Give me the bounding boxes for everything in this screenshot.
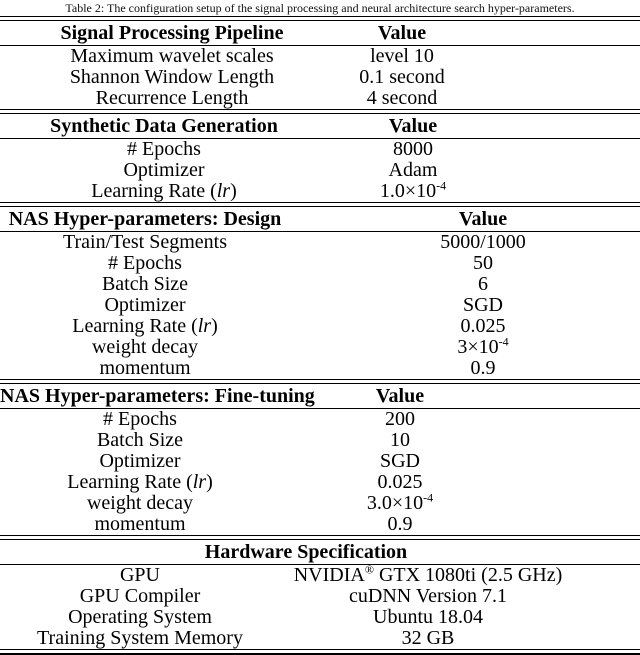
text-segment: ) <box>230 180 237 202</box>
text-segment: SGD <box>462 294 503 316</box>
param-value <box>290 232 640 253</box>
param-label <box>0 430 280 451</box>
section-header-label <box>0 207 290 231</box>
table-section-2 <box>0 109 640 202</box>
param-label <box>0 67 344 88</box>
param-value <box>280 562 576 586</box>
param-label <box>0 46 344 67</box>
param-value <box>344 67 460 88</box>
param-label <box>0 139 328 160</box>
text-segment: SGD <box>379 450 420 472</box>
italic-math-text: lr <box>216 180 231 202</box>
param-label <box>0 451 280 472</box>
param-row <box>0 253 640 274</box>
text-segment: 3×10 <box>457 336 499 358</box>
text-segment: cuDNN Version 7.1 <box>349 585 507 607</box>
text-segment: Optimizer <box>99 450 181 472</box>
param-row <box>0 139 640 160</box>
param-value <box>280 490 520 514</box>
text-segment: NVIDIA <box>293 564 365 586</box>
section-header-row <box>0 114 640 138</box>
text-segment: Batch Size <box>96 429 184 451</box>
text-segment: 1.0×10 <box>379 180 437 202</box>
text-segment: Hardware Specification <box>204 541 408 563</box>
section-value-header <box>280 384 520 408</box>
param-value <box>280 451 520 472</box>
section-header-label <box>0 384 315 408</box>
text-segment: Train/Test Segments <box>63 231 227 253</box>
section-header-row <box>0 207 640 231</box>
text-segment: 10 <box>390 429 410 451</box>
param-label <box>0 565 280 586</box>
param-row <box>0 232 640 253</box>
param-value <box>290 316 640 337</box>
text-segment: Recurrence Length <box>95 87 249 109</box>
text-segment: Value <box>458 208 508 230</box>
section-header-row <box>0 384 640 408</box>
param-label <box>0 628 280 649</box>
param-value <box>280 607 576 628</box>
text-segment: NAS Hyper-parameters: Fine-tuning <box>0 385 315 407</box>
param-row <box>0 46 640 67</box>
param-row <box>0 295 640 316</box>
text-segment: 0.025 <box>460 315 506 337</box>
text-segment: GPU Compiler <box>79 585 201 607</box>
text-segment: # Epochs <box>108 252 182 274</box>
text-segment: Learning Rate ( <box>91 180 217 202</box>
param-value <box>290 253 640 274</box>
param-value <box>280 628 576 649</box>
table-caption: Table 2: The configuration setup of the signal processing and neural architecture search hyper-parameters. <box>65 1 575 15</box>
param-row <box>0 514 640 535</box>
param-row <box>0 274 640 295</box>
text-segment: ) <box>206 471 213 493</box>
param-value <box>280 430 520 451</box>
text-segment: Maximum wavelet scales <box>70 45 274 67</box>
italic-math-text: lr <box>192 471 207 493</box>
text-segment: # Epochs <box>127 138 201 160</box>
param-value <box>280 409 520 430</box>
param-row <box>0 358 640 379</box>
param-value <box>328 178 498 202</box>
param-label <box>0 493 280 514</box>
text-segment: Shannon Window Length <box>69 66 275 88</box>
superscript-text: -4 <box>436 178 447 193</box>
param-row <box>0 430 640 451</box>
text-segment: Learning Rate ( <box>67 471 193 493</box>
text-segment: 6 <box>478 273 488 295</box>
text-segment: momentum <box>99 357 191 379</box>
param-label <box>0 472 280 493</box>
text-segment: weight decay <box>86 492 194 514</box>
text-segment: Ubuntu 18.04 <box>373 606 483 628</box>
param-value <box>328 139 498 160</box>
text-segment: 5000/1000 <box>440 231 526 253</box>
param-label <box>0 586 280 607</box>
param-value <box>290 295 640 316</box>
text-segment: GPU <box>119 564 160 586</box>
param-row <box>0 160 640 181</box>
text-segment: 32 GB <box>401 627 455 649</box>
text-segment: momentum <box>94 513 186 535</box>
text-segment: 200 <box>385 408 415 430</box>
param-row <box>0 562 640 586</box>
table-section-1 <box>0 16 640 109</box>
param-row <box>0 409 640 430</box>
text-segment: Optimizer <box>104 294 186 316</box>
superscript-text: -4 <box>423 490 434 505</box>
param-row <box>0 451 640 472</box>
text-segment: Value <box>377 22 427 44</box>
param-row <box>0 334 640 358</box>
text-segment: Synthetic Data Generation <box>50 115 278 137</box>
text-segment: 50 <box>473 252 493 274</box>
text-segment: 3.0×10 <box>366 492 424 514</box>
param-row <box>0 628 640 649</box>
text-segment: Value <box>388 115 438 137</box>
text-segment: Training System Memory <box>37 627 243 649</box>
param-row <box>0 316 640 337</box>
param-label <box>0 88 344 109</box>
param-row <box>0 607 640 628</box>
text-segment: 4 second <box>366 87 438 109</box>
param-row <box>0 178 640 202</box>
param-label <box>0 409 280 430</box>
table-bottom-rule <box>0 649 640 655</box>
param-value <box>328 160 498 181</box>
text-segment: Adam <box>388 159 438 181</box>
param-label <box>0 181 328 202</box>
text-segment: Signal Processing Pipeline <box>60 22 284 44</box>
param-row <box>0 586 640 607</box>
superscript-text: ® <box>364 562 374 577</box>
section-header-row <box>0 540 640 564</box>
param-row <box>0 88 640 109</box>
italic-math-text: lr <box>197 315 212 337</box>
param-value <box>344 46 460 67</box>
param-row <box>0 490 640 514</box>
hyperparameter-table <box>0 16 640 655</box>
table-section-5 <box>0 535 640 649</box>
text-segment: Batch Size <box>101 273 189 295</box>
table-section-3 <box>0 202 640 379</box>
section-header-row <box>0 21 640 45</box>
param-value <box>290 334 640 358</box>
param-label <box>0 358 290 379</box>
text-segment: Operating System <box>68 606 212 628</box>
section-value-header <box>290 207 640 231</box>
text-segment: 0.1 second <box>359 66 445 88</box>
table-section-4 <box>0 379 640 535</box>
param-label <box>0 160 328 181</box>
text-segment: 0.025 <box>377 471 423 493</box>
param-row <box>0 67 640 88</box>
param-label <box>0 607 280 628</box>
section-value-header <box>328 114 498 138</box>
text-segment: 8000 <box>393 138 433 160</box>
text-segment: NAS Hyper-parameters: Design <box>8 208 282 230</box>
param-value <box>280 514 520 535</box>
text-segment: Optimizer <box>123 159 205 181</box>
param-value <box>290 274 640 295</box>
section-header-label <box>0 114 328 138</box>
param-value <box>280 472 520 493</box>
text-segment: 0.9 <box>387 513 413 535</box>
section-header-label <box>0 540 612 564</box>
text-segment: # Epochs <box>103 408 177 430</box>
param-label <box>0 514 280 535</box>
section-header-label <box>0 21 344 45</box>
text-segment: GTX 1080ti (2.5 GHz) <box>373 564 563 586</box>
param-row <box>0 472 640 493</box>
param-value <box>290 358 640 379</box>
param-label <box>0 232 290 253</box>
param-label <box>0 274 290 295</box>
param-label <box>0 253 290 274</box>
param-value <box>344 88 460 109</box>
section-value-header <box>344 21 460 45</box>
text-segment: Learning Rate ( <box>72 315 198 337</box>
param-value <box>280 586 576 607</box>
text-segment: 0.9 <box>470 357 496 379</box>
text-segment: ) <box>211 315 218 337</box>
param-label <box>0 316 290 337</box>
text-segment: weight decay <box>91 336 199 358</box>
param-label <box>0 295 290 316</box>
text-segment: level 10 <box>370 45 434 67</box>
text-segment: Value <box>375 385 425 407</box>
superscript-text: -4 <box>498 334 509 349</box>
param-label <box>0 337 290 358</box>
